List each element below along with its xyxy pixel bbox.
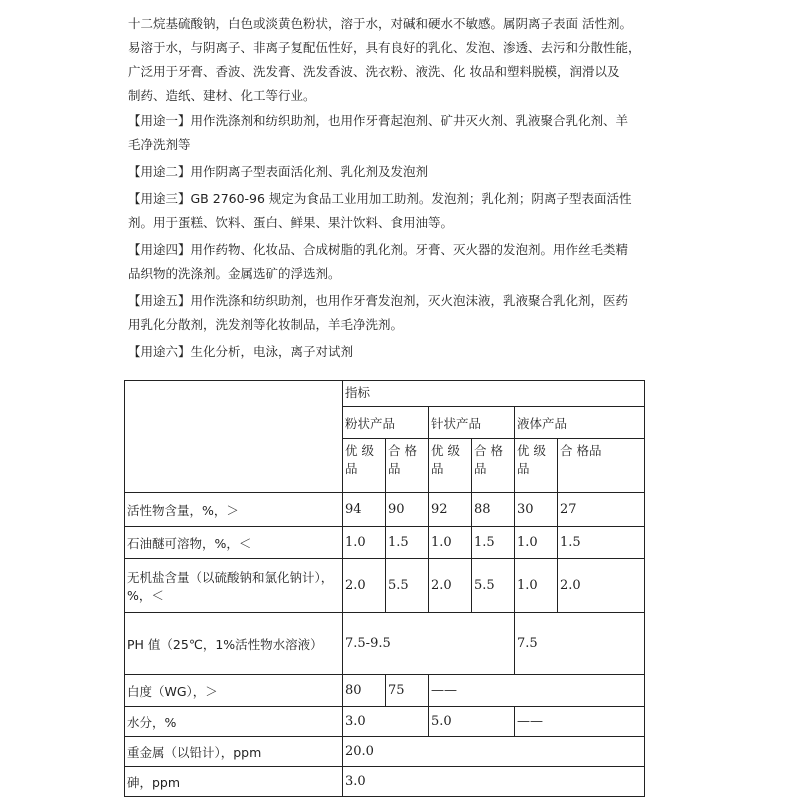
value-cell: 30 [515, 493, 558, 527]
value-cell: 1.5 [386, 527, 429, 559]
value-cell: 1.0 [343, 527, 386, 559]
grade-cell: 优 级品 [429, 439, 472, 493]
grade-cell: 合 格品 [472, 439, 515, 493]
row-label: 无机盐含量（以硫酸钠和氯化钠计），%，＜ [125, 559, 343, 613]
group-liquid: 液体产品 [515, 407, 645, 439]
grade-cell: 优 级品 [343, 439, 386, 493]
grade-cell: 合 格品 [386, 439, 429, 493]
row-label: 水分，% [125, 707, 343, 737]
value-cell: 2.0 [343, 559, 386, 613]
grade-cell: 优 级品 [515, 439, 558, 493]
value-cell: 1.0 [515, 559, 558, 613]
value-cell: 5.5 [386, 559, 429, 613]
spec-table [124, 380, 645, 797]
value-cell: 1.5 [472, 527, 515, 559]
use-6: 【用途六】生化分析，电泳，离子对试剂 [128, 344, 354, 359]
value-cell: 1.0 [429, 527, 472, 559]
intro-line: 广泛用于牙膏、香波、洗发膏、洗发香波、洗衣粉、液洗、化 妆品和塑料脱模，润滑以及 [128, 64, 620, 79]
value-cell: 1.0 [515, 527, 558, 559]
table-row [125, 767, 645, 797]
value-cell: —— [515, 707, 645, 737]
intro-line: 十二烷基硫酸钠，白色或淡黄色粉状，溶于水，对碱和硬水不敏感。属阴离子表面 活性剂。 [128, 16, 632, 31]
table-row [125, 675, 645, 707]
value-cell: 2.0 [558, 559, 645, 613]
value-cell: 3.0 [343, 767, 645, 797]
value-cell: 27 [558, 493, 645, 527]
use-5: 【用途五】用作洗涤和纺织助剂，也用作牙膏发泡剂，灭火泡沫液，乳液聚合乳化剂，医药 用乳化分散剂，洗发剂等化妆制品，羊毛净洗剂。 [128, 293, 629, 332]
value-cell: 3.0 [343, 707, 429, 737]
table-row [125, 527, 645, 559]
intro-line: 易溶于水，与阴离子、非离子复配伍性好，具有良好的乳化、发泡、渗透、去污和分散性能， [128, 40, 641, 55]
use-1: 【用途一】用作洗涤剂和纺织助剂，也用作牙膏起泡剂、矿井灭火剂、乳液聚合乳化剂、羊 毛净洗剂等 [128, 113, 629, 152]
table-row [125, 559, 645, 613]
use-2: 【用途二】用作阴离子型表面活化剂、乳化剂及发泡剂 [128, 164, 429, 179]
value-cell: 1.5 [558, 527, 645, 559]
value-cell: 92 [429, 493, 472, 527]
indicator-header: 指标 [343, 381, 645, 407]
value-cell: 75 [386, 675, 429, 707]
value-cell: 90 [386, 493, 429, 527]
description-text [128, 12, 653, 367]
value-cell: 5.0 [429, 707, 515, 737]
row-label: 石油醚可溶物，%，＜ [125, 527, 343, 559]
value-cell: 7.5-9.5 [343, 613, 515, 675]
value-cell: 7.5 [515, 613, 645, 675]
value-cell: 2.0 [429, 559, 472, 613]
value-cell: —— [429, 675, 645, 707]
value-cell: 94 [343, 493, 386, 527]
value-cell: 20.0 [343, 737, 645, 767]
row-label: 砷，ppm [125, 767, 343, 797]
table-row [125, 737, 645, 767]
grade-cell: 合 格品 [558, 439, 645, 493]
group-needle: 针状产品 [429, 407, 515, 439]
use-3: 【用途三】GB 2760-96 规定为食品工业用加工助剂。发泡剂；乳化剂；阴离子型表面活性 剂。用于蛋糕、饮料、蛋白、鲜果、果汁饮料、食用油等。 [128, 191, 632, 230]
row-label: 重金属（以铅计），ppm [125, 737, 343, 767]
table-row [125, 707, 645, 737]
value-cell: 5.5 [472, 559, 515, 613]
row-label: PH 值（25℃，1%活性物水溶液） [125, 613, 343, 675]
table-row [125, 613, 645, 675]
use-4: 【用途四】用作药物、化妆品、合成树脂的乳化剂。牙膏、灭火器的发泡剂。用作丝毛类精 品织物的洗涤剂。金属选矿的浮选剂。 [128, 242, 629, 281]
header-blank [125, 381, 343, 493]
table-row [125, 493, 645, 527]
value-cell: 88 [472, 493, 515, 527]
value-cell: 80 [343, 675, 386, 707]
intro-line: 制药、造纸、建材、化工等行业。 [128, 88, 316, 103]
intro-paragraph [128, 12, 653, 108]
group-powder: 粉状产品 [343, 407, 429, 439]
row-label: 白度（WG），＞ [125, 675, 343, 707]
row-label: 活性物含量，%，＞ [125, 493, 343, 527]
